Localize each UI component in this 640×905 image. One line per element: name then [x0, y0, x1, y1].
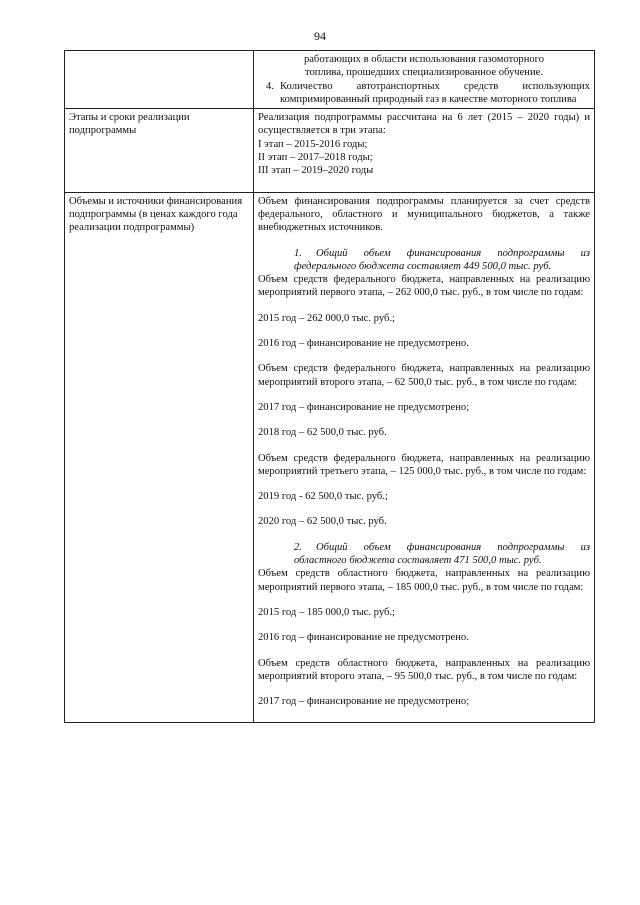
table-row-indicators — [65, 51, 595, 109]
regional-year-2016: 2016 год – финансирование не предусмотрено. — [258, 632, 469, 644]
federal-heading-number: 1. — [294, 247, 302, 259]
financing-intro: Объем финансирования подпрограммы планируется за счет средств федерального, областного и муниципального бюджетов, а также внебюджетных источников. — [258, 195, 590, 234]
federal-heading-text: Общий объем финансирования подпрограммы из федерального бюджета составляет 449 500,0 тыс. руб. — [294, 247, 590, 272]
regional-year-2015: 2015 год – 185 000,0 тыс. руб.; — [258, 606, 395, 618]
cell-financing-label: Объемы и источники финансирования подпрограммы (в ценах каждого года реализации подпрограммы) — [65, 192, 254, 723]
indicator-item-text: Количество автотранспортных средств использующих компримированный природный газ в качестве моторного топлива — [280, 80, 590, 105]
regional-heading-text: Общий объем финансирования подпрограммы из областного бюджета составляет 471 500,0 тыс. руб. — [294, 541, 590, 567]
stages-intro: Реализация подпрограммы рассчитана на 6 лет (2015 – 2020 годы) и осуществляется в три этапа: — [258, 112, 590, 137]
federal-year-2020: 2020 год – 62 500,0 тыс. руб. — [258, 516, 387, 528]
federal-year-2017: 2017 год – финансирование не предусмотрено; — [258, 401, 470, 413]
cell-stages-label: Этапы и сроки реализации подпрограммы — [65, 109, 254, 192]
cell-left-empty — [65, 51, 254, 109]
page-number: 94 — [314, 29, 326, 43]
regional-stage1-text: Объем средств областного бюджета, направленных на реализацию мероприятий первого этапа, – 185 000,0 тыс. руб., в том числе по годам: — [258, 568, 590, 593]
regional-year-2017: 2017 год – финансирование не предусмотрено; — [258, 696, 470, 708]
federal-year-2019: 2019 год - 62 500,0 тыс. руб.; — [258, 491, 388, 503]
stage-2: II этап – 2017–2018 годы; — [258, 152, 373, 164]
regional-heading — [258, 541, 590, 568]
cell-financing — [254, 192, 595, 723]
federal-year-2015: 2015 год – 262 000,0 тыс. руб.; — [258, 312, 395, 324]
regional-heading-number: 2. — [294, 541, 302, 553]
federal-stage2-text: Объем средств федерального бюджета, направленных на реализацию мероприятий второго этапа, – 62 500,0 тыс. руб., в том числе по годам: — [258, 363, 590, 388]
table-row-financing — [65, 192, 595, 723]
indicator-continuation-line1: работающих в области использования газомоторного — [303, 54, 545, 65]
indicator-item-number: 4. — [266, 80, 274, 92]
cell-stages — [254, 109, 595, 192]
stage-1: I этап – 2015-2016 годы; — [258, 138, 368, 150]
indicator-continuation-line2: топлива, прошедших специализированное обучение. — [304, 67, 543, 79]
federal-stage3-text: Объем средств федерального бюджета, направленных на реализацию мероприятий третьего этапа, – 125 000,0 тыс. руб., в том числе по годам: — [258, 452, 590, 477]
indicator-item-4 — [258, 80, 590, 107]
federal-stage1-text: Объем средств федерального бюджета, направленных на реализацию мероприятий первого этапа, – 262 000,0 тыс. руб., в том числе по годам: — [258, 274, 590, 299]
regional-stage2-text: Объем средств областного бюджета, направленных на реализацию мероприятий второго этапа, – 95 500,0 тыс. руб., в том числе по годам: — [258, 657, 590, 682]
cell-indicators — [254, 51, 595, 109]
stage-3: III этап – 2019–2020 годы — [258, 165, 374, 177]
passport-table — [64, 50, 595, 723]
federal-heading — [258, 247, 590, 274]
table-row-stages — [65, 109, 595, 192]
federal-year-2016: 2016 год – финансирование не предусмотрено. — [258, 338, 469, 350]
federal-year-2018: 2018 год – 62 500,0 тыс. руб. — [258, 427, 387, 439]
